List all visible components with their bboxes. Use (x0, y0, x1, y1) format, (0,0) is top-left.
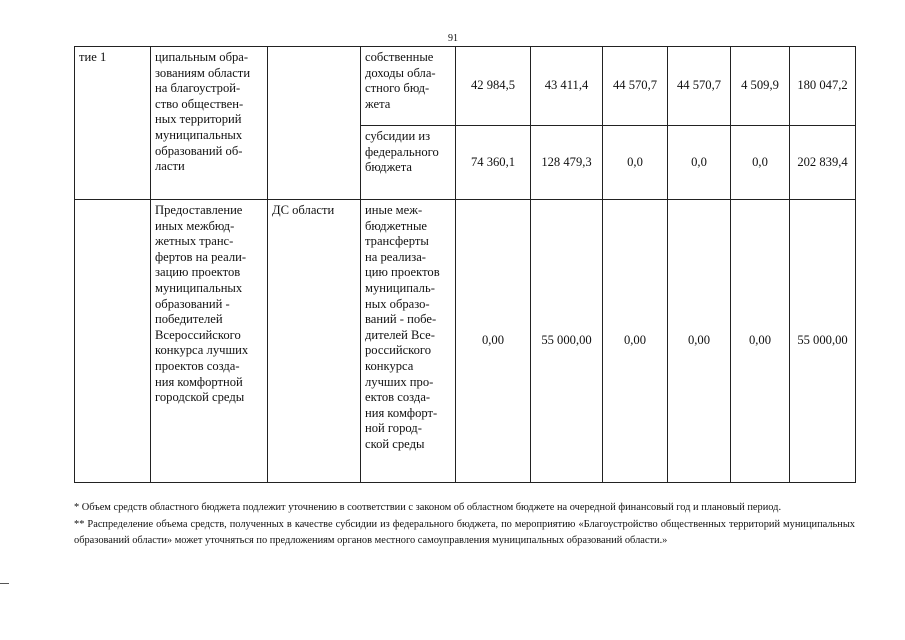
budget-table (74, 46, 856, 483)
stage-cell: тие 1 (75, 47, 151, 200)
value-cell: 0,00 (603, 200, 668, 483)
value-cell: 0,00 (731, 200, 790, 483)
source-cell: собственные доходы обла- стного бюд- жета (361, 47, 456, 126)
value-cell: 44 570,7 (603, 47, 668, 126)
footnote: * Объем средств областного бюджета подлежит уточнению в соответствии с законом об областном бюджете на очередной финансовый год и плановый период. (74, 502, 782, 513)
total-cell: 55 000,00 (790, 200, 856, 483)
value-cell: 0,0 (668, 126, 731, 200)
value-cell: 0,00 (456, 200, 531, 483)
source-cell: субсидии из федерального бюджета (361, 126, 456, 200)
value-cell: 74 360,1 (456, 126, 531, 200)
measure-cell: Предоставление иных межбюд- жетных транс- фертов на реали- зацию проектов муниципальных образований - победителей Всероссийского конкурса лучших проектов созда- ния комфортной городской среды (151, 200, 268, 483)
value-cell: 43 411,4 (531, 47, 603, 126)
value-cell: 4 509,9 (731, 47, 790, 126)
source-cell: иные меж- бюджетные трансферты на реализа- цию проектов муниципаль- ных образо- ваний - побе- дителей Все- российского конкурса лучших про- ектов созда- ния комфорт- ной город- ской среды (361, 200, 456, 483)
stage-cell (75, 200, 151, 483)
total-cell: 180 047,2 (790, 47, 856, 126)
value-cell: 0,00 (668, 200, 731, 483)
measure-cell: ципальным обра- зованиям области на благоустрой- ство обществен- ных территорий муниципальных образований об- ласти (151, 47, 268, 200)
value-cell: 0,0 (731, 126, 790, 200)
footnote: ** Распределение объема средств, полученных в качестве субсидии из федерального бюджета, по мероприятию «Благоустройство общественных территорий муниципальных образований области» может уточняться по предложениям органов местного самоуправления муниципальных образований области.» (74, 518, 855, 547)
value-cell: 128 479,3 (531, 126, 603, 200)
footnotes (74, 500, 855, 550)
table-row (75, 47, 856, 126)
executor-cell: ДС области (268, 200, 361, 483)
value-cell: 44 570,7 (668, 47, 731, 126)
margin-mark (0, 583, 9, 584)
page-number: 91 (448, 33, 458, 44)
value-cell: 42 984,5 (456, 47, 531, 126)
table-row (75, 200, 856, 483)
total-cell: 202 839,4 (790, 126, 856, 200)
value-cell: 55 000,00 (531, 200, 603, 483)
executor-cell (268, 47, 361, 200)
value-cell: 0,0 (603, 126, 668, 200)
